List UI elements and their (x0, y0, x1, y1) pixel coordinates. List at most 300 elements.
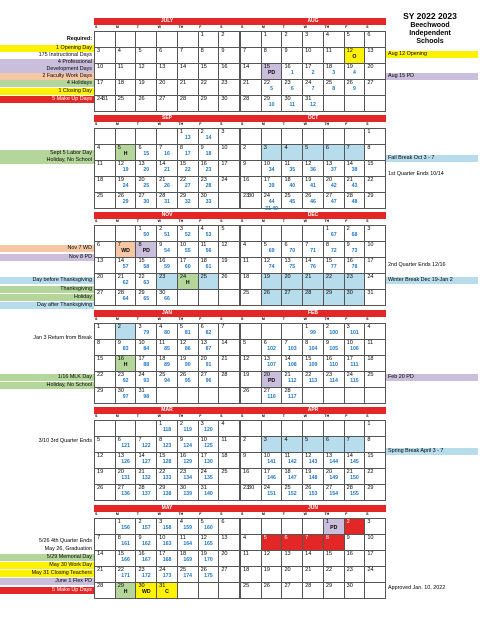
day-cell (303, 535, 324, 551)
day-cell (95, 145, 116, 161)
instructional-day-count: 2 (311, 70, 315, 77)
day-cell (345, 535, 366, 551)
day-code: WD (141, 589, 151, 596)
day-cell (241, 145, 262, 161)
empty-cell (157, 32, 178, 48)
day-cell (324, 226, 345, 242)
month-header: APR (240, 407, 386, 414)
day-number: 24 (263, 485, 270, 491)
day-number: 10 (159, 535, 166, 541)
instructional-day-count: 28 (205, 183, 212, 190)
day-number: 7 (284, 340, 288, 346)
day-cell (219, 32, 240, 48)
day-number: 29 (97, 388, 104, 394)
day-number: 5 (305, 145, 309, 151)
day-code: O (352, 54, 357, 61)
weekday-label: F (345, 414, 348, 418)
day-cell (136, 535, 157, 551)
month-feb (240, 310, 386, 404)
day-number: 16 (138, 551, 145, 557)
day-number: 8 (138, 242, 142, 248)
instructional-day-count: 63 (143, 280, 150, 287)
day-number: 29 (159, 485, 166, 491)
instructional-day-count: 55 (184, 248, 191, 255)
day-number: 7 (117, 242, 121, 248)
empty-cell (199, 583, 220, 599)
day-cell (95, 161, 116, 177)
day-number: 23 (243, 193, 250, 199)
weekday-header (94, 219, 240, 225)
instructional-day-count: 69 (268, 248, 275, 255)
empty-cell (345, 96, 366, 112)
day-number: 19 (305, 177, 312, 183)
instructional-day-count: 136 (121, 491, 130, 498)
weekday-label: F (199, 219, 202, 223)
empty-cell (95, 226, 116, 242)
day-cell (345, 551, 366, 567)
month-grid (240, 225, 386, 306)
day-number: 3 (346, 324, 350, 330)
instructional-day-count: 44 (268, 199, 275, 206)
day-cell (116, 290, 137, 306)
day-cell (303, 485, 324, 501)
day-cell (199, 356, 220, 372)
month-nov (94, 212, 240, 306)
day-number: 16 (159, 258, 166, 264)
weekday-header (240, 122, 386, 128)
day-number: 7 (243, 48, 247, 54)
day-cell (241, 567, 262, 583)
day-cell (241, 290, 262, 306)
instructional-day-count: 165 (204, 541, 213, 548)
day-cell (157, 161, 178, 177)
day-cell (303, 324, 324, 340)
instructional-day-count: 113 (308, 378, 318, 385)
month-header: MAR (94, 407, 240, 414)
weekday-header (94, 414, 240, 420)
day-cell (136, 290, 157, 306)
day-cell (178, 258, 199, 274)
week-row (241, 129, 386, 145)
day-number: 3 (97, 48, 101, 54)
day-number: 25 (284, 193, 291, 199)
weekday-label: TH (324, 122, 330, 126)
month-header: JAN (94, 310, 240, 317)
day-number: 27 (284, 290, 291, 296)
day-cell (116, 161, 137, 177)
instructional-day-count: 48 (351, 199, 358, 206)
day-number: 3 (179, 226, 183, 232)
weekday-label: M (261, 512, 265, 516)
instructional-day-count: 23 (205, 167, 212, 174)
day-number: 15 (325, 551, 333, 557)
day-cell (219, 242, 240, 258)
day-cell (199, 96, 220, 112)
empty-cell (282, 519, 303, 535)
day-number: 4 (159, 324, 163, 330)
day-number: 22 (138, 274, 145, 280)
day-number: 24 (200, 469, 207, 475)
day-number: 3 (263, 437, 267, 443)
instructional-day-count: 27 (184, 183, 191, 190)
day-cell (178, 161, 199, 177)
day-cell (199, 129, 220, 145)
weekday-label: TH (324, 25, 330, 29)
right-note: Aug 15 PD (386, 73, 478, 80)
weekday-label: T (136, 219, 139, 223)
day-number: 26 (346, 80, 353, 86)
day-cell (95, 583, 116, 599)
day-number: 15 (305, 356, 312, 362)
day-number: 1 (138, 226, 142, 232)
day-number: 18 (159, 356, 166, 362)
day-number: 2 (159, 226, 163, 232)
week-row (241, 96, 386, 112)
day-cell (219, 567, 240, 583)
day-number: 7 (179, 48, 183, 54)
instructional-day-count: 175 (204, 573, 213, 580)
instructional-day-count: 82 (205, 330, 212, 337)
day-cell (116, 551, 137, 567)
day-cell (178, 535, 199, 551)
month-header: DEC (240, 212, 386, 219)
day-number: 23 (159, 274, 166, 280)
left-note: Jan 3 Return from Break (33, 335, 92, 341)
day-number: 9 (221, 48, 225, 54)
day-cell (365, 129, 386, 145)
legend-item: 1 Closing Day (0, 88, 94, 95)
day-cell (116, 242, 137, 258)
empty-cell (157, 388, 178, 404)
day-number: 20 (263, 372, 270, 378)
day-cell (262, 274, 283, 290)
day-cell (157, 485, 178, 501)
instructional-day-count: 9 (353, 86, 356, 93)
day-cell (241, 96, 262, 112)
right-note: Fall Break Oct 3 - 7 (386, 155, 478, 162)
day-number: 20 (159, 80, 166, 86)
day-cell (324, 567, 345, 583)
day-number: 8 (97, 340, 101, 346)
day-number: 24 (179, 274, 187, 280)
instructional-day-count: 105 (329, 346, 339, 353)
day-cell (282, 372, 303, 388)
day-cell (345, 567, 366, 583)
day-number: 16 (284, 64, 291, 70)
day-cell (95, 356, 116, 372)
week-row (95, 177, 240, 193)
weekday-label: M (115, 219, 119, 223)
day-number: 6 (138, 145, 142, 151)
day-number: 5 (97, 437, 101, 443)
day-cell (282, 567, 303, 583)
day-number: 29 (117, 583, 124, 589)
day-cell (365, 258, 386, 274)
day-number: 1 (367, 421, 371, 427)
day-number: 17 (138, 356, 145, 362)
day-cell (157, 145, 178, 161)
day-number: 29 (138, 290, 145, 296)
instructional-day-count: 118 (162, 427, 172, 434)
day-number: 27 (263, 388, 270, 394)
day-number: 6 (117, 437, 121, 443)
day-cell (136, 453, 157, 469)
day-number: 11 (284, 161, 291, 167)
instructional-day-count: 47 (330, 199, 337, 206)
day-number: 6 (325, 437, 329, 443)
day-number: 27 (97, 290, 104, 296)
weekday-label: M (115, 25, 119, 29)
weekday-label: M (261, 414, 265, 418)
day-number: 3 (305, 32, 309, 38)
day-number: 9 (346, 242, 350, 248)
day-code: PD (330, 525, 338, 532)
day-number: 4 (117, 48, 121, 54)
day-cell (95, 324, 116, 340)
week-row (241, 193, 386, 212)
day-number: 8 (367, 437, 371, 443)
day-number: 6 (284, 242, 288, 248)
day-cell (241, 453, 262, 469)
instructional-day-count: 57 (122, 264, 129, 271)
day-number: 25 (97, 193, 104, 199)
day-cell (157, 421, 178, 437)
day-cell (219, 324, 240, 340)
day-cell (365, 193, 386, 209)
week-row (95, 226, 240, 242)
day-cell (136, 96, 157, 112)
day-cell (303, 161, 324, 177)
instructional-day-count: 22 (184, 167, 191, 174)
day-number: 2 (221, 32, 225, 38)
day-number: 31 (159, 583, 166, 589)
day-cell (199, 437, 220, 453)
empty-cell (241, 32, 262, 48)
day-cell (219, 129, 240, 145)
day-number: 20 (367, 64, 374, 70)
day-cell (345, 453, 366, 469)
day-number: 12 (263, 258, 270, 264)
instructional-day-count: 46 (310, 199, 316, 206)
weekday-label: S (366, 219, 369, 223)
instructional-day-count: 87 (205, 346, 212, 353)
weekday-header (240, 219, 386, 225)
day-cell (199, 258, 220, 274)
empty-cell (219, 583, 240, 599)
month-grid (94, 31, 240, 112)
instructional-day-count: 103 (287, 346, 297, 353)
day-number: 19 (179, 356, 187, 362)
day-cell (136, 388, 157, 404)
instructional-day-count: 126 (121, 459, 130, 466)
day-cell (241, 258, 262, 274)
day-cell (178, 274, 199, 290)
day-cell (303, 551, 324, 567)
day-number: 20 (97, 274, 104, 280)
weekday-label: S (220, 25, 223, 29)
month-jun (240, 505, 386, 599)
day-number: 7 (305, 242, 309, 248)
day-cell (282, 437, 303, 453)
day-cell (303, 258, 324, 274)
instructional-day-count: 70 (289, 248, 296, 255)
week-row (95, 388, 240, 404)
day-number: 22 (263, 80, 270, 86)
day-number: 25 (117, 96, 124, 102)
day-cell (157, 535, 178, 551)
day-cell (178, 193, 199, 209)
day-number: 27 (200, 372, 207, 378)
day-cell (136, 274, 157, 290)
empty-cell (365, 96, 386, 112)
day-number: 20 (325, 177, 333, 183)
weekday-label: TH (178, 122, 184, 126)
day-cell (157, 519, 178, 535)
day-cell (199, 469, 220, 485)
left-note: May 31 Closing Teachers (0, 570, 94, 577)
weekday-label: F (345, 512, 348, 516)
instructional-day-count: 41 (310, 183, 316, 190)
day-cell (282, 48, 303, 64)
day-cell (262, 48, 283, 64)
day-cell (303, 372, 324, 388)
instructional-day-count: 171 (121, 573, 130, 580)
day-number: 30 (200, 193, 207, 199)
instructional-day-count: 58 (143, 264, 150, 271)
day-cell (219, 48, 240, 64)
month-header: AUG (240, 18, 386, 25)
instructional-day-count: 109 (308, 362, 318, 369)
day-number: 19 (221, 258, 228, 264)
day-number: 22 (117, 567, 124, 573)
day-cell (95, 535, 116, 551)
day-cell (262, 372, 283, 388)
instructional-day-count: 73 (351, 248, 358, 255)
day-cell (136, 193, 157, 209)
left-note: Holiday, No School (0, 157, 94, 164)
day-cell (178, 567, 199, 583)
day-cell (282, 274, 303, 290)
day-number: 20 (284, 567, 291, 573)
day-cell (157, 469, 178, 485)
instructional-day-count: 39 (268, 183, 275, 190)
day-number: 1 (200, 32, 204, 38)
empty-cell (345, 421, 366, 437)
weekday-label: S (95, 512, 98, 516)
day-cell (219, 453, 240, 469)
day-cell (345, 519, 366, 535)
day-cell (116, 64, 137, 80)
weekday-label: F (345, 122, 348, 126)
instructional-day-count: 29 (122, 199, 129, 206)
day-number: 11 (117, 64, 124, 70)
instructional-day-count: 30 (143, 199, 150, 206)
day-cell (324, 437, 345, 453)
day-cell (324, 485, 345, 501)
day-number: 21 (346, 177, 353, 183)
day-number: 14 (138, 453, 145, 459)
day-number: 23 (221, 80, 228, 86)
instructional-day-count: 64 (122, 296, 129, 303)
empty-cell (178, 388, 199, 404)
day-cell (365, 551, 386, 567)
day-cell (178, 324, 199, 340)
day-number: 28 (346, 193, 353, 199)
right-note: Approved Jan. 10, 2022 (388, 585, 446, 591)
empty-cell (95, 421, 116, 437)
month-grid (240, 323, 386, 404)
day-cell (262, 469, 283, 485)
month-grid (94, 518, 240, 599)
instructional-day-count: 159 (183, 525, 193, 532)
day-number: 25 (367, 372, 374, 378)
instructional-day-count: 161 (121, 541, 130, 548)
day-number: 29 (179, 193, 187, 199)
day-number: 21 (305, 274, 312, 280)
day-cell (365, 145, 386, 161)
instructional-day-count: 115 (350, 378, 359, 385)
right-note: Winter Break Dec 19-Jan 2 (386, 277, 478, 284)
day-cell (282, 258, 303, 274)
month-grid (240, 420, 386, 501)
day-number: 8 (179, 145, 183, 151)
day-number: 17 (367, 258, 374, 264)
day-cell (136, 469, 157, 485)
day-number: 9 (243, 453, 247, 459)
day-number: 2 (243, 437, 247, 443)
day-number: 31 (138, 388, 145, 394)
day-cell (365, 274, 386, 290)
day-number: 5 (346, 32, 350, 38)
empty-cell (219, 485, 240, 501)
instructional-day-count: 7 (311, 86, 315, 93)
day-cell (241, 80, 262, 96)
day-code: H (123, 362, 128, 369)
weekday-label: W (157, 512, 161, 516)
day-number: 17 (179, 258, 187, 264)
instructional-day-count: 146 (267, 475, 276, 482)
instructional-day-count: 144 (329, 459, 339, 466)
day-cell (136, 64, 157, 80)
day-number: 5 (221, 226, 225, 232)
day-number: 15 (117, 551, 124, 557)
day-number: 30 (284, 96, 291, 102)
day-cell (219, 356, 240, 372)
day-number: 8 (200, 48, 204, 54)
weekday-label: S (220, 317, 223, 321)
month-header: JUN (240, 505, 386, 512)
day-number: 25 (325, 80, 333, 86)
weekday-label: TH (324, 317, 330, 321)
day-cell (365, 421, 386, 437)
day-number: 26 (97, 485, 104, 491)
day-cell (365, 161, 386, 177)
day-cell (365, 48, 386, 64)
weekday-label: W (303, 219, 307, 223)
day-cell (116, 48, 137, 64)
day-cell (345, 177, 366, 193)
instructional-day-count: 94 (164, 378, 170, 385)
day-number: 11 (179, 535, 186, 541)
left-note: May 30 Work Day (0, 562, 94, 569)
instructional-day-count: 173 (162, 573, 172, 580)
day-number: 26 (221, 274, 228, 280)
day-number: 22 (179, 177, 187, 183)
day-number: 22 (305, 372, 312, 378)
day-number: 27 (325, 485, 333, 491)
day-number: 27 (221, 567, 228, 573)
day-number: 15 (138, 258, 145, 264)
